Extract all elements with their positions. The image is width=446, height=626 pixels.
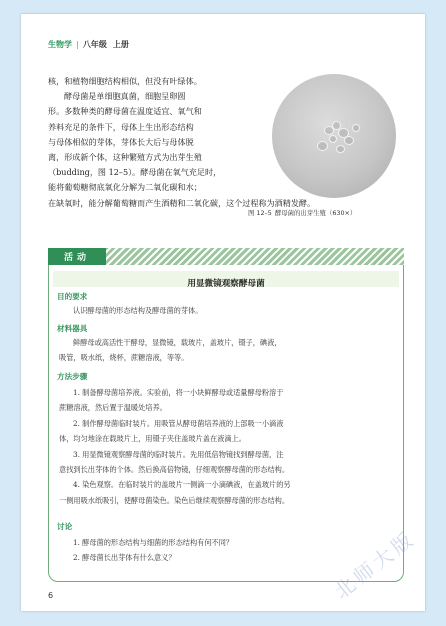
yeast-cell	[344, 136, 354, 145]
discussion-question: 1. 酵母菌的形态结构与细菌的形态结构有何不同？	[73, 538, 234, 547]
body-line: 能将葡萄糖彻底氧化分解为二氧化碳和水；	[48, 182, 202, 193]
body-line: 酵母菌是单细胞真菌，细胞呈卵圆	[64, 91, 186, 102]
subject-label: 生物学	[48, 40, 72, 49]
method-line: 1. 制备酵母菌培养液。实验前，将一小块鲜酵母或适量酵母粉溶于	[73, 388, 284, 397]
method-line: 3. 用显微镜观察酵母菌的临时装片。先用低倍物镜找到酵母菌，注	[73, 449, 284, 459]
materials-line: 鲜酵母或高活性干酵母，显微镜，载玻片，盖玻片，镊子，碘液，	[73, 338, 282, 347]
microscope-field	[272, 74, 396, 198]
method-line: 一侧用吸水纸吸引，使酵母菌染色。染色后继续观察酵母菌的形态结构。	[59, 495, 290, 505]
body-line: 与母体相似的芽体，芽体长大后与母体脱	[48, 136, 194, 147]
materials-line: 吸管，吸水纸，烧杯，蔗糖溶液，等等。	[59, 353, 189, 363]
body-line: 离，形成新个体，这种繁殖方式为出芽生殖	[48, 152, 202, 163]
activity-tab: 活动	[48, 248, 106, 265]
yeast-bud	[336, 145, 345, 153]
method-line: 2. 制作酵母菌临时装片。用吸管从酵母菌培养液的上部吸一小滴液	[73, 418, 284, 428]
grade-label: 八年级	[82, 40, 107, 49]
activity-title: 用显微镜观察酵母菌	[187, 279, 265, 289]
method-heading: 方法步骤	[57, 372, 88, 381]
body-line: 核，和植物细胞结构相似，但没有叶绿体。	[48, 76, 202, 86]
body-line: 形。多数种类的酵母菌在温度适宜、氧气和	[48, 106, 202, 117]
discussion-text-block	[59, 535, 395, 566]
method-line: 体，均匀地涂在载玻片上，用镊子夹住盖玻片盖在液滴上。	[59, 434, 246, 444]
method-line: 4. 染色观察。在临时装片的盖玻片一侧滴一小滴碘液，在盖玻片的另	[73, 480, 291, 490]
yeast-micrograph	[269, 74, 399, 204]
method-line: 蔗糖溶液，然后置于温暖处培养。	[59, 403, 167, 413]
materials-heading: 材料器具	[57, 324, 88, 333]
yeast-bud	[352, 124, 360, 132]
method-line: 意找到长出芽体的个体。然后换高倍物镜，仔细观察酵母菌的形态结构。	[59, 465, 290, 475]
page-number: 6	[48, 591, 54, 600]
discussion-question: 2. 酵母菌长出芽体有什么意义？	[73, 553, 176, 563]
volume-label: 上册	[112, 40, 129, 49]
figure-number: 图 12–5	[248, 209, 272, 217]
yeast-cell	[317, 141, 328, 151]
objective-heading: 目的要求	[57, 292, 88, 301]
running-head	[48, 39, 129, 50]
header-divider: |	[76, 40, 79, 49]
yeast-bud	[329, 135, 337, 143]
discussion-heading: 讨论	[57, 522, 73, 531]
figure-caption-text: 酵母菌的出芽生殖（630×）	[274, 209, 357, 217]
body-line: 养料充足的条件下，母体上生出形态结构	[48, 121, 194, 132]
textbook-page	[21, 14, 425, 611]
materials-text-block	[59, 335, 395, 366]
body-line: 在缺氧时，能分解葡萄糖而产生酒精和二氧化碳，这个过程称为酒精发酵。	[48, 197, 316, 208]
figure-caption	[248, 208, 398, 217]
body-line: （budding，图 12–5）。酵母菌在氧气充足时，	[48, 167, 222, 178]
activity-header-bar	[48, 248, 404, 265]
objective-text: 认识酵母菌的形态结构及酵母菌的芽体。	[73, 306, 203, 315]
publisher-watermark: 北师大版	[329, 525, 421, 604]
activity-box	[48, 248, 404, 582]
objective-text-block	[59, 303, 395, 318]
method-text-block	[59, 385, 395, 508]
